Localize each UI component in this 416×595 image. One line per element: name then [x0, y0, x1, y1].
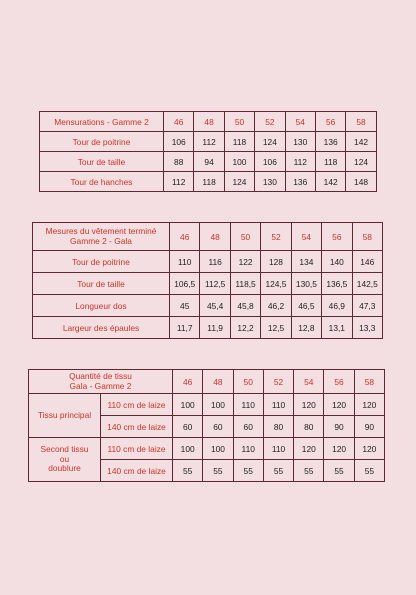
- table-cell: 55: [324, 460, 354, 482]
- table-cell: 134: [291, 251, 321, 273]
- table-cell: 112,5: [200, 273, 230, 295]
- table-cell: 55: [263, 460, 293, 482]
- table-title: [29, 370, 173, 394]
- size-header: 50: [230, 223, 260, 251]
- table-cell: 100: [173, 394, 203, 416]
- fabric-group-label: Tissu principal: [29, 394, 101, 438]
- table-cell: 88: [164, 152, 194, 172]
- table-cell: 142: [315, 172, 345, 192]
- table-title-line: Quantité de tissu: [69, 370, 132, 381]
- table-cell: 55: [203, 460, 233, 482]
- size-header: 58: [352, 223, 382, 251]
- row-label: Tour de taille: [40, 152, 164, 172]
- fabric-group-label-line: Second tissu: [40, 444, 89, 455]
- fabric-group-label-line: ou: [59, 453, 70, 464]
- table-cell: 146: [352, 251, 382, 273]
- table-cell: 100: [173, 438, 203, 460]
- size-header: 48: [194, 112, 224, 132]
- table-cell: 46,5: [291, 295, 321, 317]
- table-cell: 120: [324, 394, 354, 416]
- table-cell: 142,5: [352, 273, 382, 295]
- table-cell: 90: [354, 416, 384, 438]
- fabric-width-label: 140 cm de laize: [101, 460, 173, 482]
- table-cell: 94: [194, 152, 224, 172]
- table-cell: 136: [285, 172, 315, 192]
- table-cell: 100: [224, 152, 254, 172]
- table-cell: 124: [346, 152, 376, 172]
- table-cell: 106: [255, 152, 285, 172]
- table-title: Mensurations - Gamme 2: [40, 112, 164, 132]
- table-cell: 55: [173, 460, 203, 482]
- table-cell: 116: [200, 251, 230, 273]
- table-cell: 11,7: [170, 317, 200, 339]
- table-cell: 110: [233, 438, 263, 460]
- size-header: 48: [200, 223, 230, 251]
- table-cell: 124,5: [261, 273, 291, 295]
- table-cell: 80: [263, 416, 293, 438]
- table-cell: 112: [285, 152, 315, 172]
- table-row: [33, 317, 383, 339]
- table-row: [29, 438, 385, 460]
- table-cell: 12,2: [230, 317, 260, 339]
- table-row: [40, 132, 377, 152]
- row-label: Tour de poitrine: [33, 251, 170, 273]
- table-cell: 55: [294, 460, 324, 482]
- table-cell: 118: [224, 132, 254, 152]
- table-cell: 60: [203, 416, 233, 438]
- table-cell: 12,5: [261, 317, 291, 339]
- table-cell: 90: [324, 416, 354, 438]
- row-label: Tour de taille: [33, 273, 170, 295]
- table-cell: 100: [203, 394, 233, 416]
- table-cell: 118: [315, 152, 345, 172]
- size-header: 46: [170, 223, 200, 251]
- table-cell: 45: [170, 295, 200, 317]
- table-cell: 12,8: [291, 317, 321, 339]
- table-cell: 55: [354, 460, 384, 482]
- size-header: 56: [315, 112, 345, 132]
- table-cell: 142: [346, 132, 376, 152]
- table-cell: 148: [346, 172, 376, 192]
- table-cell: 80: [294, 416, 324, 438]
- size-header: 54: [291, 223, 321, 251]
- size-header: 56: [324, 370, 354, 394]
- size-header: 54: [285, 112, 315, 132]
- size-header: 50: [224, 112, 254, 132]
- table-cell: 47,3: [352, 295, 382, 317]
- table-cell: 130,5: [291, 273, 321, 295]
- table-cell: 120: [354, 394, 384, 416]
- table-cell: 118,5: [230, 273, 260, 295]
- table-cell: 120: [354, 438, 384, 460]
- table-cell: 110: [263, 438, 293, 460]
- table-row: [33, 295, 383, 317]
- size-header: 50: [233, 370, 263, 394]
- table-row: [40, 172, 377, 192]
- table-row: [33, 251, 383, 273]
- table-title-line: Gamme 2 - Gala: [70, 235, 132, 246]
- table-cell: 120: [324, 438, 354, 460]
- table-cell: 110: [263, 394, 293, 416]
- size-header: 48: [203, 370, 233, 394]
- fabric-width-label: 110 cm de laize: [101, 438, 173, 460]
- table-header-row: [33, 223, 383, 251]
- table-cell: 13,1: [322, 317, 352, 339]
- fabric-width-label: 140 cm de laize: [101, 416, 173, 438]
- fabric-group-label-line: doublure: [48, 463, 81, 474]
- size-header: 54: [294, 370, 324, 394]
- table-cell: 46,9: [322, 295, 352, 317]
- table-cell: 45,8: [230, 295, 260, 317]
- table-cell: 13,3: [352, 317, 382, 339]
- table-title-line: Mesures du vêtement terminé: [45, 225, 157, 236]
- fabric-group-label: [29, 438, 101, 482]
- size-header: 56: [322, 223, 352, 251]
- table-cell: 130: [285, 132, 315, 152]
- table-cell: 106: [164, 132, 194, 152]
- table-title: [33, 223, 170, 251]
- size-header: 46: [173, 370, 203, 394]
- table-cell: 60: [233, 416, 263, 438]
- table-row: [29, 394, 385, 416]
- size-header: 58: [354, 370, 384, 394]
- table-cell: 110: [233, 394, 263, 416]
- table-cell: 140: [322, 251, 352, 273]
- table-cell: 110: [170, 251, 200, 273]
- table-cell: 46,2: [261, 295, 291, 317]
- table-cell: 136,5: [322, 273, 352, 295]
- table-cell: 11,9: [200, 317, 230, 339]
- table-cell: 136: [315, 132, 345, 152]
- table-cell: 128: [261, 251, 291, 273]
- table-row: [33, 273, 383, 295]
- table-title-line: Gala - Gamme 2: [69, 380, 132, 391]
- table-cell: 124: [255, 132, 285, 152]
- row-label: Largeur des épaules: [33, 317, 170, 339]
- table-cell: 118: [194, 172, 224, 192]
- size-header: 58: [346, 112, 376, 132]
- table-cell: 122: [230, 251, 260, 273]
- size-header: 46: [164, 112, 194, 132]
- fabric-quantity-table: [28, 369, 385, 482]
- table-cell: 45,4: [200, 295, 230, 317]
- table-cell: 106,5: [170, 273, 200, 295]
- body-measurements-table: [39, 111, 377, 192]
- size-header: 52: [263, 370, 293, 394]
- garment-measurements-table: [32, 222, 383, 339]
- table-header-row: [40, 112, 377, 132]
- table-cell: 100: [203, 438, 233, 460]
- table-cell: 124: [224, 172, 254, 192]
- table-cell: 120: [294, 438, 324, 460]
- table-row: [40, 152, 377, 172]
- table-cell: 112: [164, 172, 194, 192]
- row-label: Tour de hanches: [40, 172, 164, 192]
- fabric-width-label: 110 cm de laize: [101, 394, 173, 416]
- table-cell: 112: [194, 132, 224, 152]
- size-header: 52: [255, 112, 285, 132]
- table-cell: 60: [173, 416, 203, 438]
- table-cell: 55: [233, 460, 263, 482]
- row-label: Longueur dos: [33, 295, 170, 317]
- row-label: Tour de poitrine: [40, 132, 164, 152]
- table-cell: 120: [294, 394, 324, 416]
- size-header: 52: [261, 223, 291, 251]
- table-cell: 130: [255, 172, 285, 192]
- table-header-row: [29, 370, 385, 394]
